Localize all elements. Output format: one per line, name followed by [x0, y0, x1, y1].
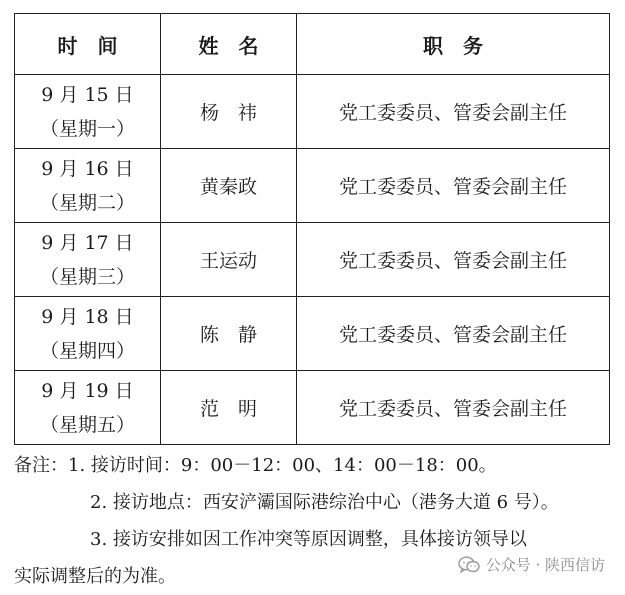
- weekday-text: （星期三）: [39, 265, 135, 288]
- reception-schedule-table: [14, 13, 610, 445]
- name-cell: 杨 祎: [161, 75, 297, 149]
- table-row: [15, 371, 610, 445]
- note-line-reception-location: 2. 接访地点：西安浐灞国际港综治中心（港务大道 6 号）。: [90, 492, 559, 513]
- wechat-official-account-icon: [458, 556, 480, 574]
- weekday-text: （星期四）: [39, 339, 135, 362]
- header-time: 时 间: [15, 14, 161, 75]
- time-cell: [15, 223, 161, 297]
- date-text: 9 月 16 日: [41, 157, 134, 180]
- duty-cell: 党工委委员、管委会副主任: [297, 75, 610, 149]
- weekday-text: （星期一）: [39, 117, 135, 140]
- duty-cell: 党工委委员、管委会副主任: [297, 371, 610, 445]
- duty-cell: 党工委委员、管委会副主任: [297, 223, 610, 297]
- date-text: 9 月 15 日: [41, 83, 134, 106]
- note-line-adjustment-continued: 实际调整后的为准。: [14, 566, 176, 587]
- date-text: 9 月 19 日: [41, 379, 134, 402]
- watermark-text: 公众号 · 陕西信访: [485, 556, 605, 574]
- name-cell: 范 明: [161, 371, 297, 445]
- time-cell: [15, 371, 161, 445]
- watermark: [458, 554, 605, 575]
- header-duty: 职 务: [297, 14, 610, 75]
- table-row: [15, 297, 610, 371]
- weekday-text: （星期五）: [39, 413, 135, 436]
- weekday-text: （星期二）: [39, 191, 135, 214]
- date-text: 9 月 17 日: [41, 231, 134, 254]
- name-cell: 黄秦政: [161, 149, 297, 223]
- time-cell: [15, 75, 161, 149]
- time-cell: [15, 149, 161, 223]
- time-cell: [15, 297, 161, 371]
- duty-cell: 党工委委员、管委会副主任: [297, 297, 610, 371]
- note-line-reception-time: 备注：1. 接访时间：9：00－12：00、14：00－18：00。: [14, 455, 497, 476]
- note-line-adjustment: 3. 接访安排如因工作冲突等原因调整，具体接访领导以: [90, 529, 527, 550]
- table-header-row: [15, 14, 610, 75]
- table-row: [15, 75, 610, 149]
- duty-cell: 党工委委员、管委会副主任: [297, 149, 610, 223]
- table-row: [15, 223, 610, 297]
- name-cell: 王运动: [161, 223, 297, 297]
- name-cell: 陈 静: [161, 297, 297, 371]
- header-name: 姓 名: [161, 14, 297, 75]
- table-row: [15, 149, 610, 223]
- date-text: 9 月 18 日: [41, 305, 134, 328]
